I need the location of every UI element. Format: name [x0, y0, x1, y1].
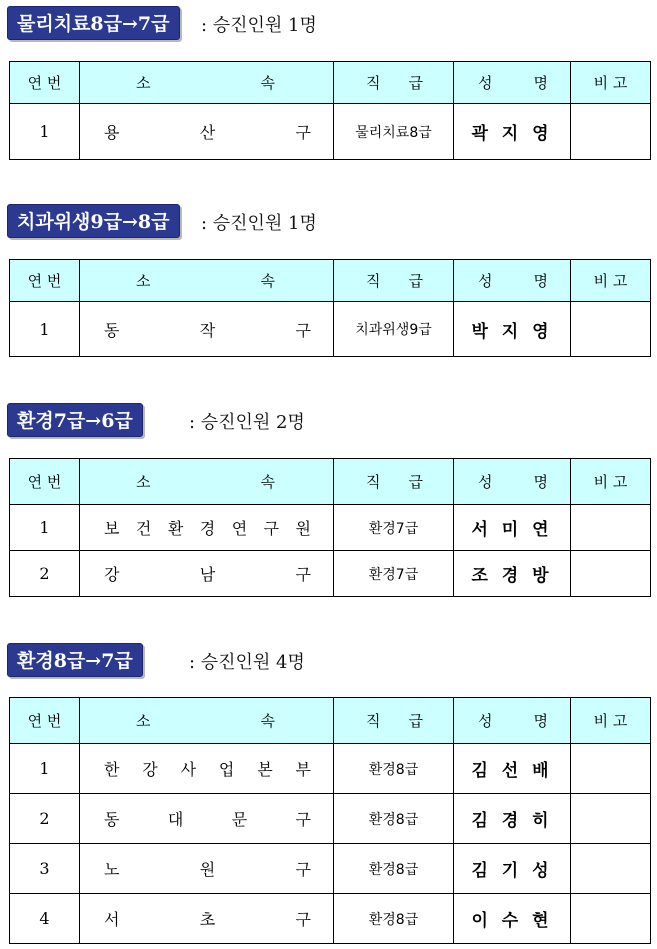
row-no: 4: [10, 894, 80, 944]
header-no: 연 번: [10, 698, 80, 744]
promotion-table: [9, 259, 651, 357]
row-name: 김 기 성: [454, 844, 571, 894]
table-row: [10, 794, 651, 844]
row-grade: 치과위생9급: [334, 302, 454, 357]
row-grade: 환경8급: [334, 744, 454, 794]
section-note: : 승진인원 4명: [189, 652, 305, 673]
table-row: [10, 551, 651, 597]
row-no: 1: [10, 104, 80, 160]
row-grade: 환경8급: [334, 844, 454, 894]
row-remark: [571, 794, 651, 844]
header-unit: 소 속: [80, 698, 334, 744]
table-row: [10, 844, 651, 894]
row-name: 서 미 연: [454, 505, 571, 551]
row-no: 3: [10, 844, 80, 894]
row-grade: 환경8급: [334, 894, 454, 944]
section-note: : 승진인원 2명: [189, 412, 305, 433]
row-grade: 환경7급: [334, 551, 454, 597]
row-no: 1: [10, 302, 80, 357]
header-remark: 비 고: [571, 459, 651, 505]
table-header-row: [10, 62, 651, 104]
row-name: 김 경 히: [454, 794, 571, 844]
header-name: 성 명: [454, 459, 571, 505]
table-row: [10, 104, 651, 160]
row-remark: [571, 551, 651, 597]
header-grade: 직 급: [334, 62, 454, 104]
promotion-table: [9, 458, 651, 597]
header-remark: 비 고: [571, 62, 651, 104]
table-row: [10, 894, 651, 944]
section-badge: 환경7급→6급: [7, 403, 143, 437]
table-row: [10, 302, 651, 357]
section-badge: 물리치료8급→7급: [7, 6, 180, 40]
row-unit: 서 초 구: [80, 894, 334, 944]
row-grade: 물리치료8급: [334, 104, 454, 160]
row-name: 조 경 방: [454, 551, 571, 597]
table-row: [10, 505, 651, 551]
header-unit: 소 속: [80, 260, 334, 302]
header-name: 성 명: [454, 698, 571, 744]
row-unit: 한 강 사 업 본 부: [80, 744, 334, 794]
header-remark: 비 고: [571, 260, 651, 302]
section-badge: 환경8급→7급: [7, 643, 143, 677]
section-badge: 치과위생9급→8급: [7, 204, 180, 238]
row-no: 1: [10, 505, 80, 551]
header-no: 연 번: [10, 459, 80, 505]
header-name: 성 명: [454, 62, 571, 104]
row-remark: [571, 104, 651, 160]
row-name: 곽 지 영: [454, 104, 571, 160]
row-grade: 환경7급: [334, 505, 454, 551]
header-no: 연 번: [10, 62, 80, 104]
header-unit: 소 속: [80, 459, 334, 505]
header-grade: 직 급: [334, 260, 454, 302]
header-grade: 직 급: [334, 698, 454, 744]
row-unit: 용 산 구: [80, 104, 334, 160]
row-remark: [571, 744, 651, 794]
table-header-row: [10, 459, 651, 505]
section-note: : 승진인원 1명: [201, 15, 317, 36]
header-name: 성 명: [454, 260, 571, 302]
promotion-table: [9, 697, 651, 944]
row-unit: 노 원 구: [80, 844, 334, 894]
row-no: 2: [10, 551, 80, 597]
row-remark: [571, 302, 651, 357]
header-grade: 직 급: [334, 459, 454, 505]
header-remark: 비 고: [571, 698, 651, 744]
row-name: 박 지 영: [454, 302, 571, 357]
row-name: 이 수 현: [454, 894, 571, 944]
header-unit: 소 속: [80, 62, 334, 104]
row-grade: 환경8급: [334, 794, 454, 844]
row-name: 김 선 배: [454, 744, 571, 794]
row-remark: [571, 505, 651, 551]
row-remark: [571, 894, 651, 944]
header-no: 연 번: [10, 260, 80, 302]
table-header-row: [10, 698, 651, 744]
table-header-row: [10, 260, 651, 302]
row-remark: [571, 844, 651, 894]
row-no: 2: [10, 794, 80, 844]
promotion-table: [9, 61, 651, 160]
table-row: [10, 744, 651, 794]
row-unit: 보 건 환 경 연 구 원: [80, 505, 334, 551]
row-no: 1: [10, 744, 80, 794]
row-unit: 동 작 구: [80, 302, 334, 357]
row-unit: 강 남 구: [80, 551, 334, 597]
row-unit: 동 대 문 구: [80, 794, 334, 844]
section-note: : 승진인원 1명: [201, 213, 317, 234]
